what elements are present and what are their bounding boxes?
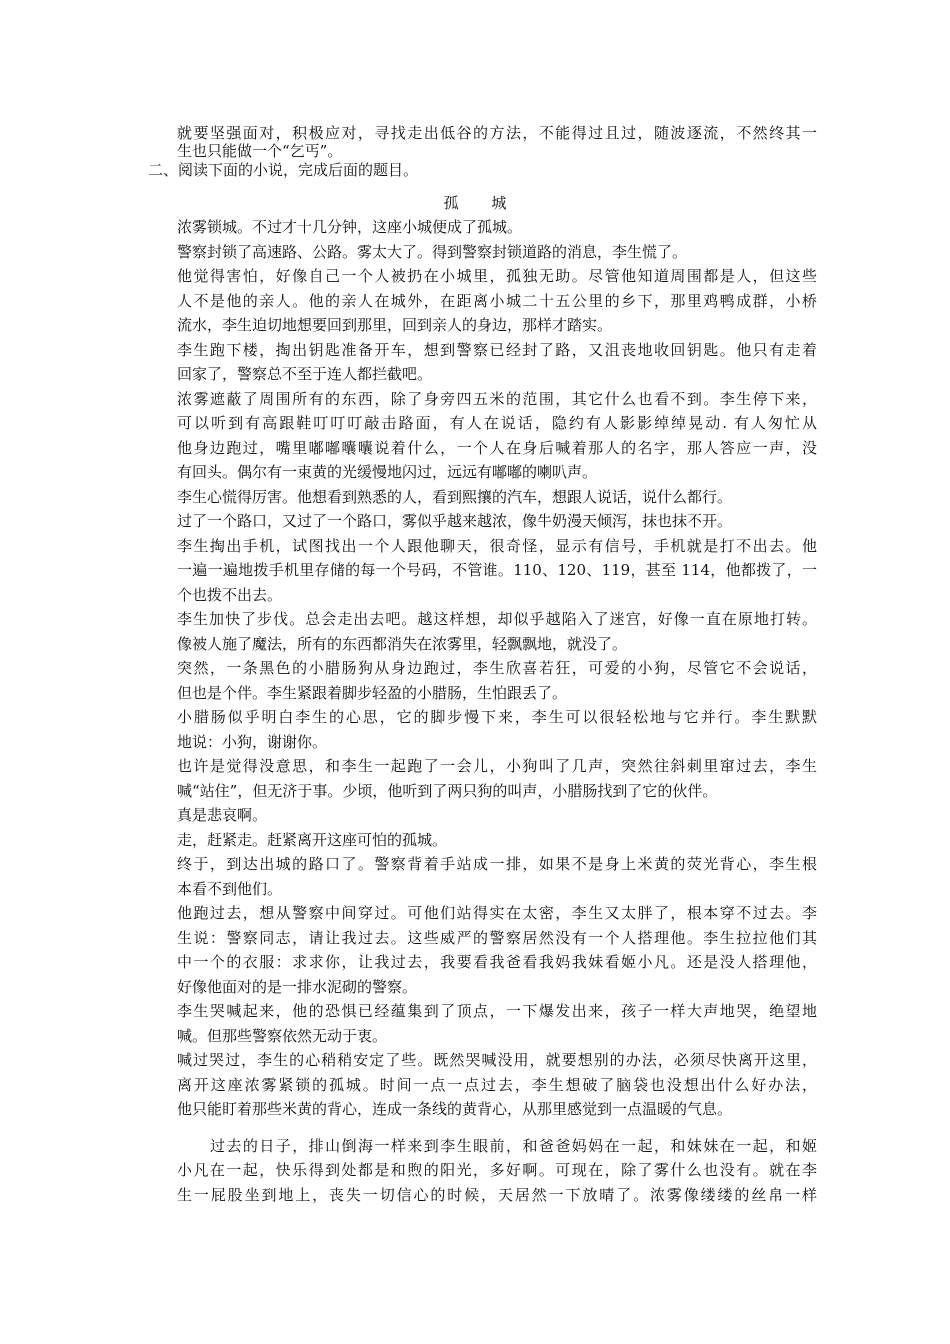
story-line: 过了一个路口，又过了一个路口，雾似乎越来越浓，像牛奶漫天倾泻，抹也抹不开。 [177,512,733,530]
story-line: 也许是觉得没意思，和李生一起跑了一会儿，小狗叫了几声，突然往斜刺里窜过去，李生 [177,757,817,775]
story-line: 李生心慌得厉害。他想看到熟悉的人，看到熙攘的汽车，想跟人说话，说什么都行。 [177,488,733,506]
story-line: 他身边跑过，嘴里嘟嘟囔囔说着什么，一个人在身后喊着那人的名字，那人答应一声，没 [177,439,817,457]
story-line: 他觉得害怕，好像自己一个人被扔在小城里，孤独无助。尽管他知道周围都是人，但这些 [177,267,817,285]
section-heading: 二、阅读下面的小说，完成后面的题目。 [148,161,419,179]
story-line: 小腊肠似乎明白李生的心思，它的脚步慢下来，李生可以很轻松地与它并行。李生默默 [177,708,817,726]
story-line: 离开这座浓雾紧锁的孤城。时间一点一点过去，李生想破了脑袋也没想出什么好办法， [177,1076,817,1094]
story-line: 一遍一遍地拨手机里存储的每一个号码，不管谁。110、120、119，甚至 114，他都拨了，一 [177,561,817,579]
story-line: 真是悲哀啊。 [177,806,268,824]
story-line: 但也是个伴。李生紧跟着脚步轻盈的小腊肠，生怕跟丢了。 [177,684,568,702]
story-line: 走，赶紧走。赶紧离开这座可怕的孤城。 [177,831,448,849]
story-line: 李生跑下楼，掏出钥匙准备开车，想到警察已经封了路，又沮丧地收回钥匙。他只有走着 [177,341,817,359]
story-line: 喊过哭过，李生的心稍稍安定了些。既然哭喊没用，就要想别的办法，必须尽快离开这里， [177,1051,817,1069]
story-line: 本看不到他们。 [177,880,283,898]
story-line: 他跑过去，想从警察中间穿过。可他们站得实在太密，李生又太胖了，根本穿不过去。李 [177,904,817,922]
story-title: 孤 城 [443,194,521,212]
story-line: 李生哭喊起来，他的恐惧已经蕴集到了顶点，一下爆发出来，孩子一样大声地哭，绝望地 [177,1002,817,1020]
story-line: 喊。但那些警察依然无动于衷。 [177,1027,388,1045]
story-line: 人不是他的亲人。他的亲人在城外，在距离小城二十五公里的乡下，那里鸡鸭成群，小桥 [177,292,817,310]
story-line: 好像他面对的是一排水泥砌的警察。 [177,978,418,996]
story-line: 可以听到有高跟鞋叮叮叮敲击路面，有人在说话，隐约有人影影绰绰晃动. 有人匆忙从 [177,414,817,432]
intro-line-2: 生也只能做一个“乞丐”。 [177,142,343,160]
story-line: 小凡在一起，快乐得到处都是和煦的阳光，多好啊。可现在，除了雾什么也没有。就在李 [177,1161,817,1179]
story-line: 地说：小狗，谢谢你。 [177,733,328,751]
story-line: 生一屁股坐到地上，丧失一切信心的时候，天居然一下放晴了。浓雾像缕缕的丝帛一样 [177,1186,817,1204]
story-line: 喊“站住”，但无济于事。少顷，他听到了两只狗的叫声，小腊肠找到了它的伙伴。 [177,782,718,800]
story-line: 过去的日子，排山倒海一样来到李生眼前，和爸爸妈妈在一起，和妹妹在一起，和姬 [210,1137,817,1155]
story-line: 流水，李生迫切地想要回到那里，回到亲人的身边，那样才踏实。 [177,316,613,334]
story-line: 回家了，警察总不至于连人都拦截吧。 [177,365,433,383]
story-line: 警察封锁了高速路、公路。雾太大了。得到警察封锁道路的消息，李生慌了。 [177,243,688,261]
story-line: 浓雾遮蔽了周围所有的东西，除了身旁四五米的范围，其它什么也看不到。李生停下来， [177,390,817,408]
story-line: 他只能盯着那些米黄的背心，连成一条线的黄背心，从那里感觉到一点温暖的气息。 [177,1100,733,1118]
story-line: 中一个的衣服：求求你，让我过去，我要看我爸看我妈我妹看姬小凡。还是没人搭理他， [177,953,817,971]
story-line: 个也拨不出去。 [177,586,283,604]
story-line: 浓雾锁城。不过才十几分钟，这座小城便成了孤城。 [177,218,523,236]
story-line: 生说：警察同志，请让我过去。这些威严的警察居然没有一个人搭理他。李生拉拉他们其 [177,929,817,947]
intro-line-1: 就要坚强面对，积极应对，寻找走出低谷的方法，不能得过且过，随波逐流，不然终其一 [177,124,817,142]
story-line: 像被人施了魔法，所有的东西都消失在浓雾里，轻飘飘地，就没了。 [177,635,628,653]
story-line: 李生加快了步伐。总会走出去吧。越这样想，却似乎越陷入了迷宫，好像一直在原地打转。 [177,610,817,628]
story-line: 有回头。偶尔有一束黄的光缓慢地闪过，远远有嘟嘟的喇叭声。 [177,463,598,481]
story-line: 突然，一条黑色的小腊肠狗从身边跑过，李生欣喜若狂，可爱的小狗，尽管它不会说话， [177,659,817,677]
story-line: 李生掏出手机，试图找出一个人跟他聊天，很奇怪，显示有信号，手机就是打不出去。他 [177,537,817,555]
story-line: 终于，到达出城的路口了。警察背着手站成一排，如果不是身上米黄的荧光背心，李生根 [177,855,817,873]
